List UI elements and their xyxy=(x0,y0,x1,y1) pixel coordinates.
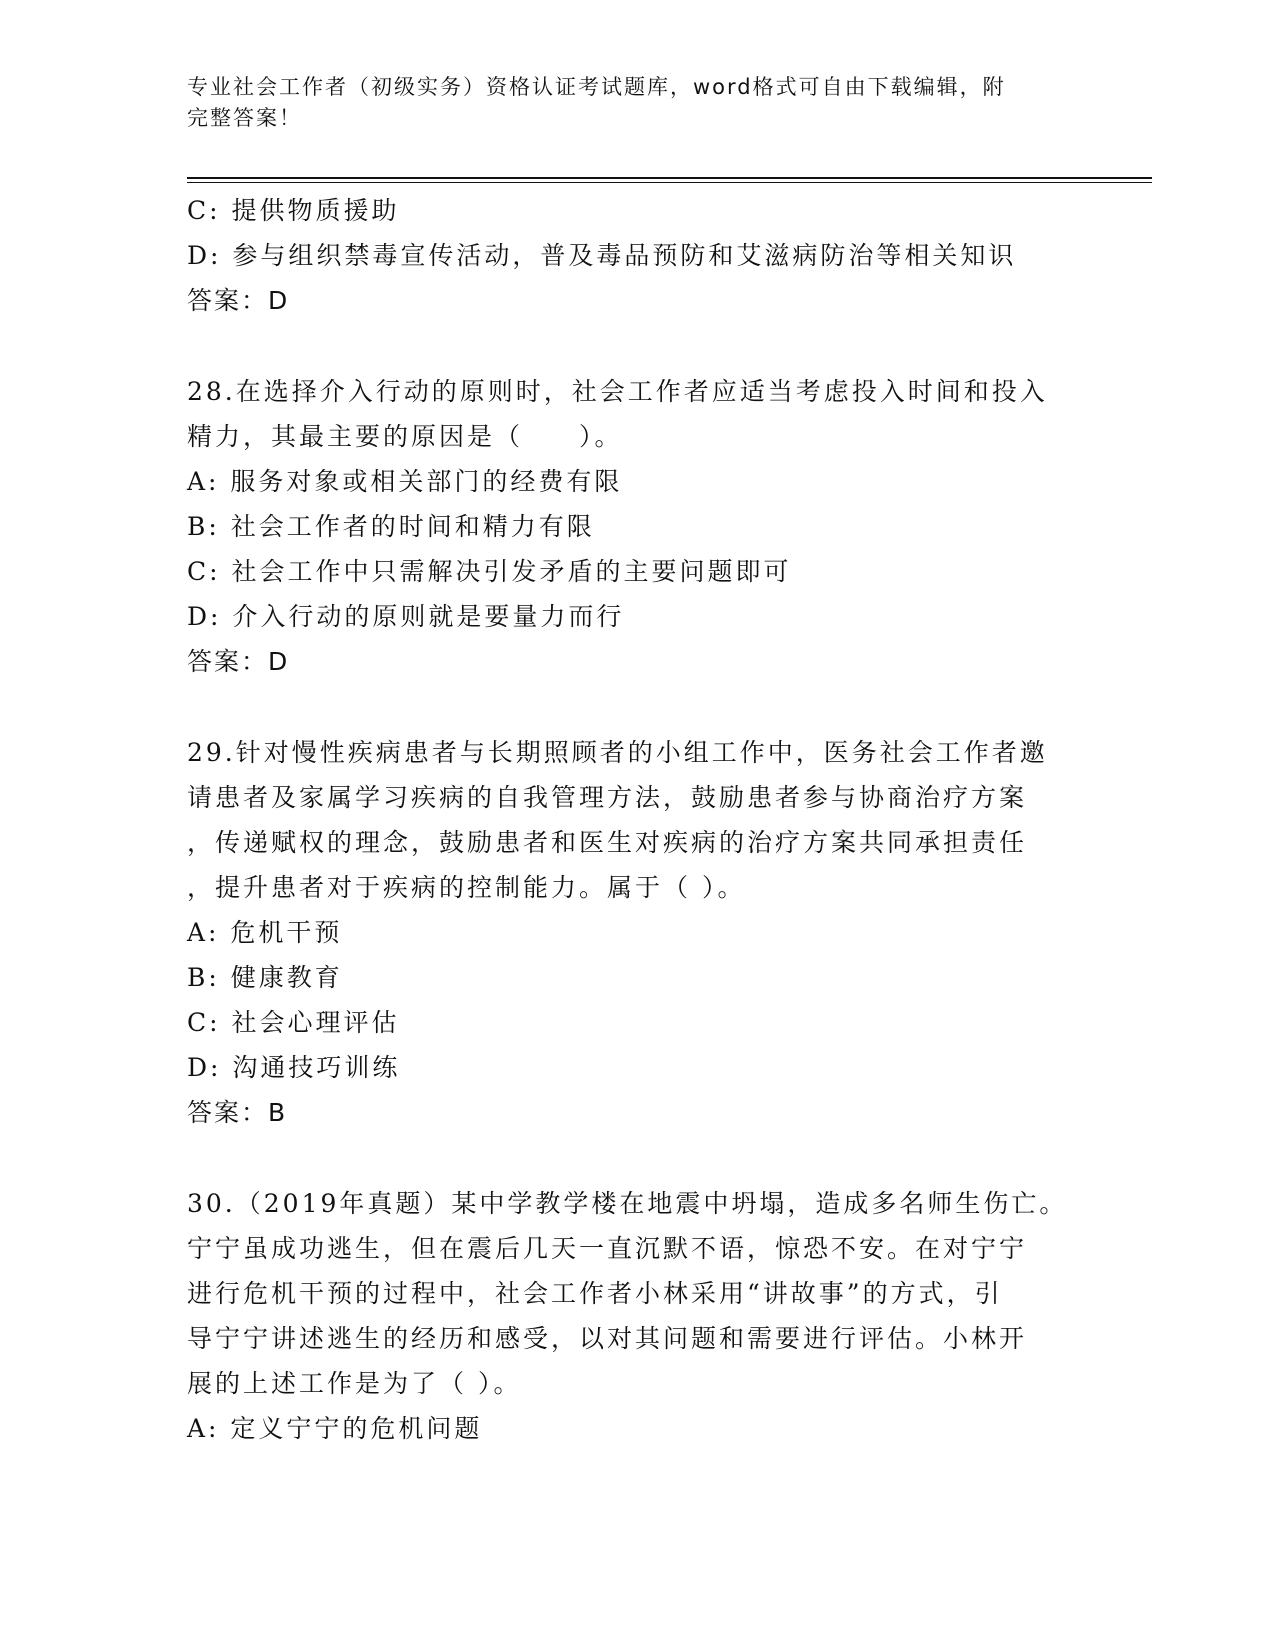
option-b: B: 健康教育 xyxy=(187,963,343,992)
question-stem: 宁宁虽成功逃生，但在震后几天一直沉默不语，惊恐不安。在对宁宁 xyxy=(187,1234,1028,1263)
question-27 xyxy=(187,188,1067,323)
option-c: C: 提供物质援助 xyxy=(187,196,400,225)
question-stem: 28.在选择介入行动的原则时，社会工作者应适当考虑投入时间和投入 xyxy=(187,377,1048,406)
answer: 答案：D xyxy=(187,286,290,315)
header-line: 完整答案！ xyxy=(187,106,302,130)
question-stem: 29.针对慢性疾病患者与长期照顾者的小组工作中，医务社会工作者邀 xyxy=(187,738,1048,767)
question-stem: 30.（2019年真题）某中学教学楼在地震中坍塌，造成多名师生伤亡。 xyxy=(187,1189,1068,1218)
option-c: C: 社会心理评估 xyxy=(187,1008,400,1037)
question-28 xyxy=(187,369,1067,684)
header-divider-thick xyxy=(187,177,1152,179)
header-divider-thin xyxy=(187,182,1152,183)
page-header xyxy=(187,72,1067,134)
question-29 xyxy=(187,730,1067,1135)
option-d: D: 参与组织禁毒宣传活动，普及毒品预防和艾滋病防治等相关知识 xyxy=(187,241,1017,270)
question-stem: ，提升患者对于疾病的控制能力。属于（ ）。 xyxy=(187,873,746,902)
option-a: A: 服务对象或相关部门的经费有限 xyxy=(187,467,623,496)
question-stem: 展的上述工作是为了（ ）。 xyxy=(187,1369,522,1398)
option-c: C: 社会工作中只需解决引发矛盾的主要问题即可 xyxy=(187,557,792,586)
question-30 xyxy=(187,1181,1067,1451)
option-d: D: 介入行动的原则就是要量力而行 xyxy=(187,602,625,631)
option-a: A: 定义宁宁的危机问题 xyxy=(187,1414,483,1443)
question-list xyxy=(187,188,1067,1451)
question-stem: 精力，其最主要的原因是（ ）。 xyxy=(187,422,623,451)
question-stem: 进行危机干预的过程中，社会工作者小林采用“讲故事”的方式，引 xyxy=(187,1279,1003,1308)
answer: 答案：D xyxy=(187,647,290,676)
option-b: B: 社会工作者的时间和精力有限 xyxy=(187,512,595,541)
question-stem: ，传递赋权的理念，鼓励患者和医生对疾病的治疗方案共同承担责任 xyxy=(187,828,1028,857)
question-stem: 导宁宁讲述逃生的经历和感受，以对其问题和需要进行评估。小林开 xyxy=(187,1324,1028,1353)
answer: 答案：B xyxy=(187,1098,288,1127)
header-line: 专业社会工作者（初级实务）资格认证考试题库，word格式可自由下载编辑，附 xyxy=(187,75,1006,99)
option-d: D: 沟通技巧训练 xyxy=(187,1053,401,1082)
question-stem: 请患者及家属学习疾病的自我管理方法，鼓励患者参与协商治疗方案 xyxy=(187,783,1028,812)
option-a: A: 危机干预 xyxy=(187,918,343,947)
